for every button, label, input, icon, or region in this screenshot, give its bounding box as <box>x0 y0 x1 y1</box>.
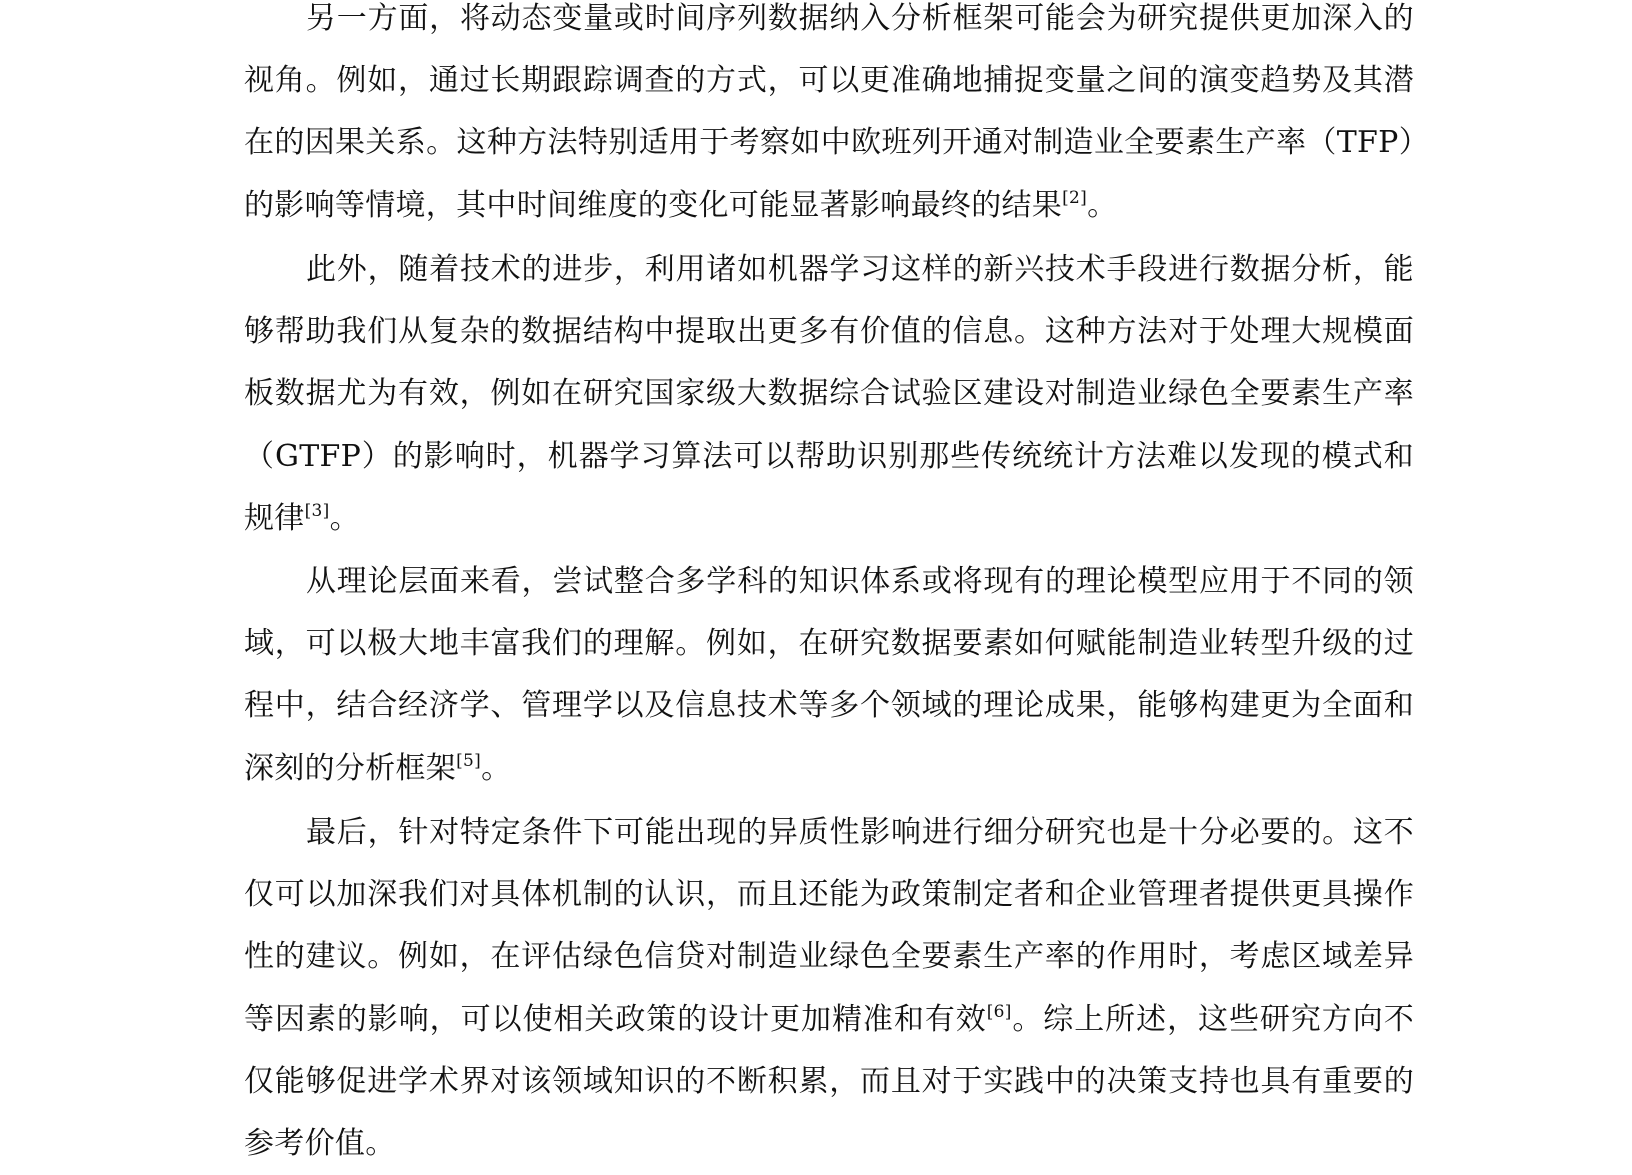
paragraph-text: 此外，随着技术的进步，利用诸如机器学习这样的新兴技术手段进行数据分析，能够帮助我们从复杂的数据结构中提取出更多有价值的信息。这种方法对于处理大规模面板数据尤为有效，例如在研究国家级大数据综合试验区建设对制造业绿色全要素生产率（GTFP）的影响时，机器学习算法可以帮助识别那些传统统计方法难以发现的模式和规律 <box>244 252 1414 536</box>
paragraph-text-end: 。综上所述，这些研究方向不仅能够促进学术界对该领域知识的不断积累，而且对于实践中的决策支持也具有重要的参考价值。 <box>244 1001 1415 1162</box>
paragraph-text: 从理论层面来看，尝试整合多学科的知识体系或将现有的理论模型应用于不同的领域，可以极大地丰富我们的理解。例如，在研究数据要素如何赋能制造业转型升级的过程中，结合经济学、管理学以及信息技术等多个领域的理论成果，能够构建更为全面和深刻的分析框架 <box>244 564 1414 786</box>
citation-reference: [2] <box>1062 187 1088 208</box>
paragraph-text-end: 。 <box>481 750 512 786</box>
paragraph-text: 另一方面，将动态变量或时间序列数据纳入分析框架可能会为研究提供更加深入的视角。例如，通过长期跟踪调查的方式，可以更准确地捕捉变量之间的演变趋势及其潜在的因果关系。这种方法特别适用于考察如中欧班列开通对制造业全要素生产率（TFP）的影响等情境，其中时间维度的变化可能显著影响最终的结果 <box>244 1 1414 223</box>
paragraph-text-end: 。 <box>1087 187 1118 223</box>
body-paragraph <box>244 551 1414 800</box>
body-paragraph <box>244 0 1414 237</box>
paragraph-text: 最后，针对特定条件下可能出现的异质性影响进行细分研究也是十分必要的。这不仅可以加深我们对具体机制的认识，而且还能为政策制定者和企业管理者提供更具操作性的建议。例如，在评估绿色信贷对制造业绿色全要素生产率的作用时，考虑区域差异等因素的影响，可以使相关政策的设计更加精准和有效 <box>244 815 1414 1037</box>
citation-reference: [3] <box>304 500 330 521</box>
paragraph-text-end: 。 <box>329 500 360 536</box>
citation-reference: [5] <box>456 750 482 771</box>
citation-reference: [6] <box>986 1001 1012 1022</box>
body-paragraph <box>244 239 1414 550</box>
body-paragraph <box>244 802 1414 1175</box>
